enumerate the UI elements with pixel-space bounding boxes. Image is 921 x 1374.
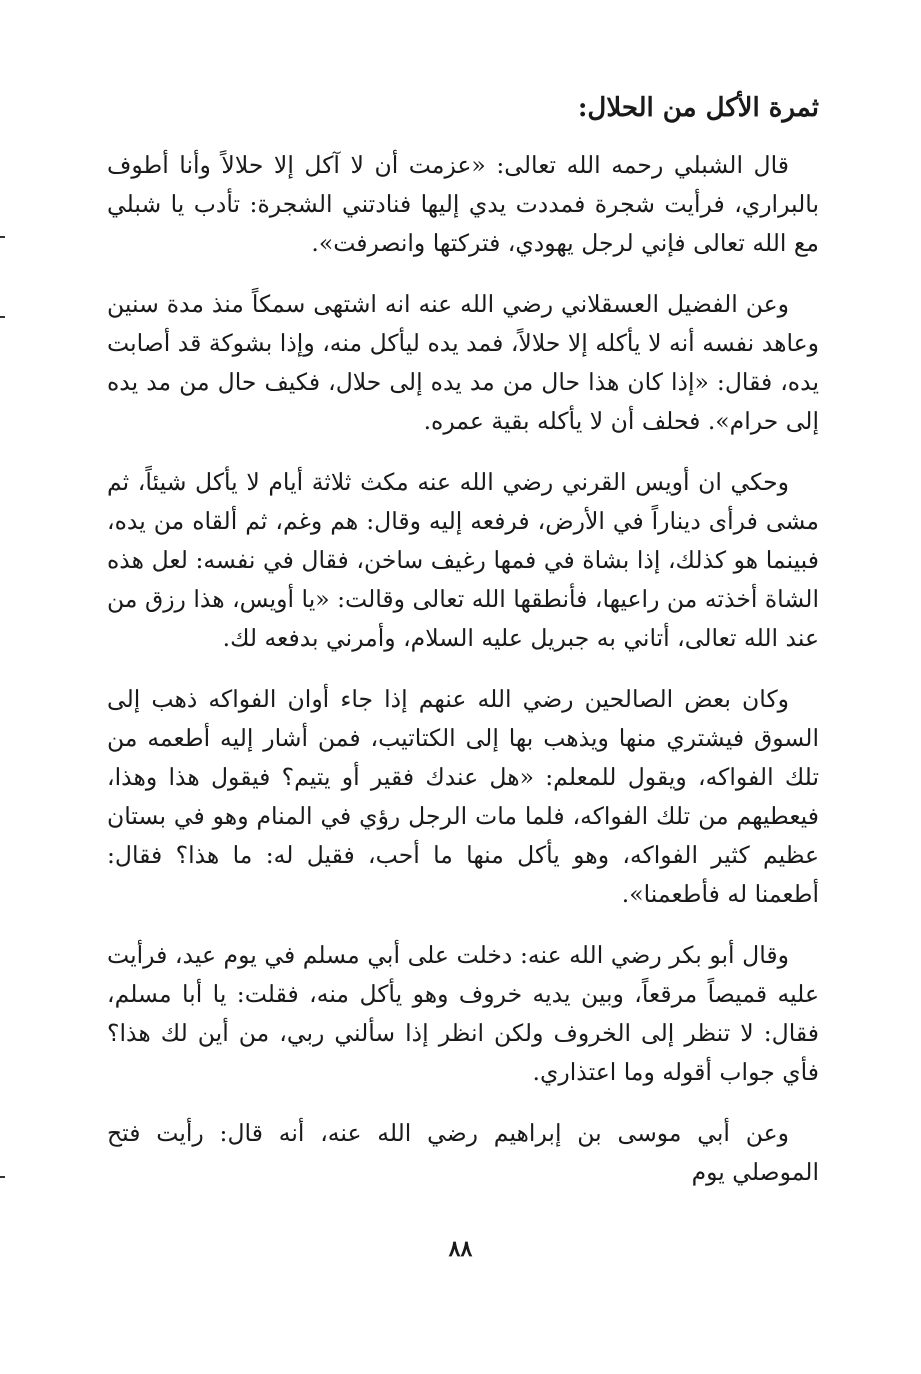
paragraph-salihin: وكان بعض الصالحين رضي الله عنهم إذا جاء أوان الفواكه ذهب إلى السوق فيشتري منها ويذهب بها إلى الكتاتيب، فمن أشار إليه أطعمه من تلك الفواكه، ويقول للمعلم: «هل عندك فقير أو يتيم؟ فيقول هذا وهذا، فيعطيهم من تلك الفواكه، فلما مات الرجل رؤي في المنام وهو في بستان عظيم كثير الفواكه، وهو يأكل منها ما أحب، فقيل له: ما هذا؟ فقال: أطعمنا له فأطعمنا». (107, 685, 819, 908)
paragraph-abu-bakr: وقال أبو بكر رضي الله عنه: دخلت على أبي مسلم في يوم عيد، فرأيت عليه قميصاً مرقعاً، وبين يديه خروف وهو يأكل منه، فقلت: يا أبا مسلم، فقال: لا تنظر إلى الخروف ولكن انظر إذا سألني ربي، من أين لك هذا؟ فأي جواب أقوله وما اعتذاري. (107, 941, 820, 1086)
page-number: ٨٨ (448, 1236, 473, 1262)
paragraph-shibli: قال الشبلي رحمه الله تعالى: «عزمت أن لا آكل إلا حلالاً وأنا أطوف بالبراري، فرأيت شجرة فمددت يدي إليها فنادتني الشجرة: تأدب يا شبلي مع الله تعالى فإني لرجل يهودي، فتركتها وانصرفت». (107, 151, 819, 257)
section-heading: ثمرة الأكل من الحلال: (577, 93, 819, 123)
paragraph-abu-musa: وعن أبي موسى بن إبراهيم رضي الله عنه، أنه قال: رأيت فتح الموصلي يوم (107, 1119, 819, 1186)
scan-edge-mark (0, 1176, 5, 1178)
scan-edge-mark (0, 316, 5, 318)
paragraph-fudayl: وعن الفضيل العسقلاني رضي الله عنه انه اشتهى سمكاً منذ مدة سنين وعاهد نفسه أنه لا يأكله إلا حلالاً، فمد يده ليأكل منه، وإذا بشوكة قد أصابت يده، فقال: «إذا كان هذا حال من مد يده إلى حلال، فكيف حال من مد يده إلى حرام». فحلف أن لا يأكله بقية عمره. (107, 290, 819, 435)
paragraph-uways: وحكي ان أويس القرني رضي الله عنه مكث ثلاثة أيام لا يأكل شيئاً، ثم مشى فرأى ديناراً في الأرض، فرفعه إليه وقال: هم وغم، ثم ألقاه من يده، فبينما هو كذلك، إذا بشاة في فمها رغيف ساخن، فقال في نفسه: لعل هذه الشاة أخذته من راعيها، فأنطقها الله تعالى وقالت: «يا أويس، هذا رزق من عند الله تعالى، أتاني به جبريل عليه السلام، وأمرني بدفعه لك. (107, 468, 819, 652)
scan-edge-mark (0, 236, 5, 238)
page-body (107, 86, 819, 1214)
